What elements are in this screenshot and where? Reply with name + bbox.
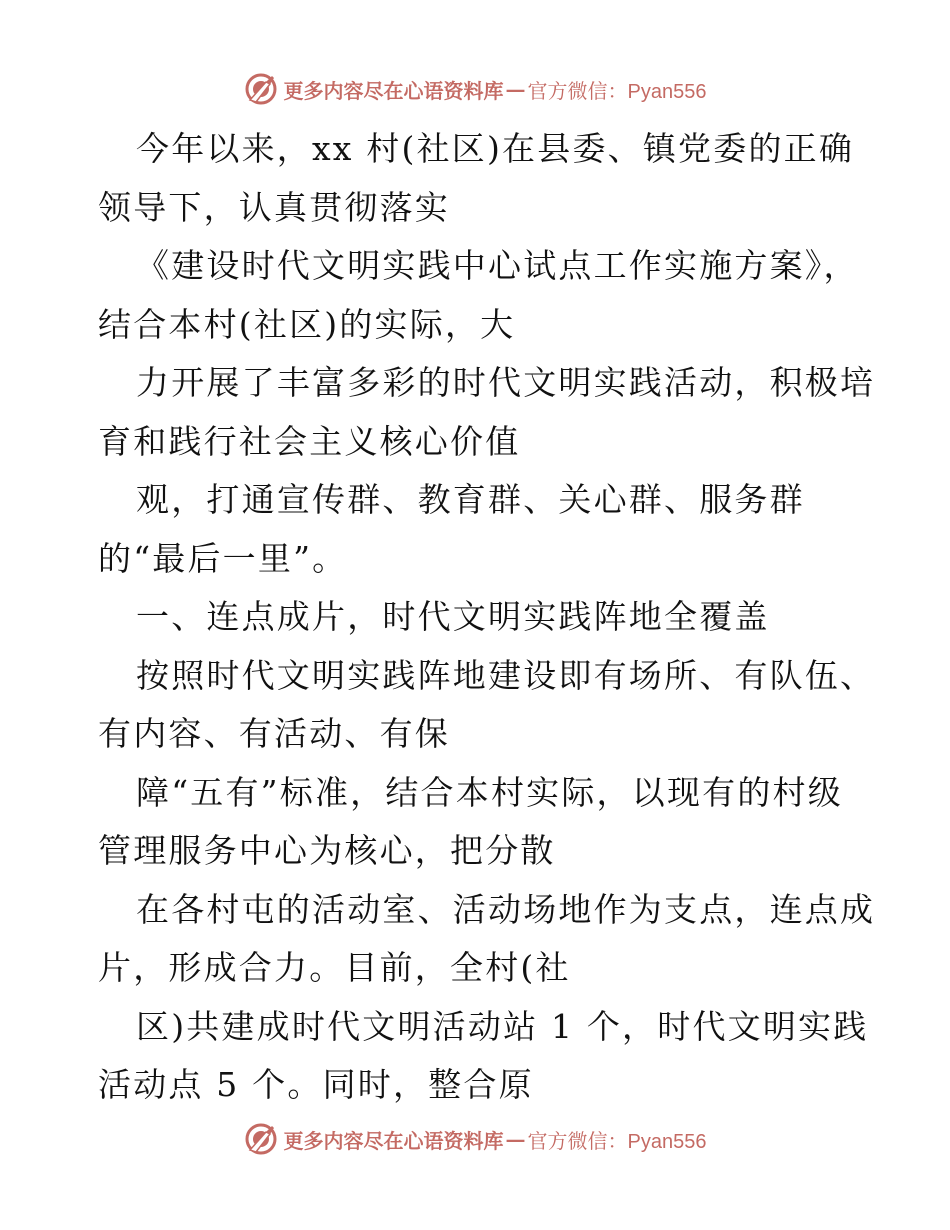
text-line: 育和践行社会主义核心价值 <box>98 421 521 461</box>
text-line: 的“最后一里”。 <box>98 538 348 578</box>
pen-seal-icon <box>244 1122 278 1156</box>
banner-separator: — <box>505 77 526 101</box>
footer-banner <box>0 1121 950 1157</box>
banner-text: 更多内容尽在心语资料库 <box>283 78 504 103</box>
text-line: 领导下，认真贯彻落实 <box>98 187 450 227</box>
text-line: 区)共建成时代文明活动站 1 个，时代文明实践 <box>136 1006 869 1046</box>
banner-text: 更多内容尽在心语资料库 <box>283 1128 504 1153</box>
pen-seal-icon <box>244 72 278 106</box>
text-line: 障“五有”标准，结合本村实际，以现有的村级 <box>136 772 843 812</box>
text-line: 有内容、有活动、有保 <box>98 714 450 753</box>
text-line: 管理服务中心为核心，把分散 <box>98 831 556 870</box>
document-body <box>98 120 878 1115</box>
text-line: 活动点 5 个。同时，整合原 <box>98 1065 534 1104</box>
banner-contact: 官方微信：Pyan556 <box>527 1130 707 1153</box>
section-heading: 一、连点成片，时代文明实践阵地全覆盖 <box>136 597 770 636</box>
text-line: 按照时代文明实践阵地建设即有场所、有队伍、 <box>136 655 876 695</box>
banner-contact: 官方微信：Pyan556 <box>527 80 707 103</box>
header-banner <box>0 71 950 107</box>
text-line: 《建设时代文明实践中心试点工作实施方案》， <box>136 246 859 285</box>
text-line: 在各村屯的活动室、活动场地作为支点，连点成 <box>136 889 876 929</box>
text-line: 结合本村(社区)的实际，大 <box>98 304 516 344</box>
text-line: 今年以来，xx 村(社区)在县委、镇党委的正确 <box>136 129 855 168</box>
text-line: 片，形成合力。目前，全村(社 <box>98 948 571 987</box>
text-line: 力开展了丰富多彩的时代文明实践活动，积极培 <box>136 363 876 402</box>
banner-separator: — <box>505 1127 526 1151</box>
text-line: 观，打通宣传群、教育群、关心群、服务群 <box>136 480 805 519</box>
